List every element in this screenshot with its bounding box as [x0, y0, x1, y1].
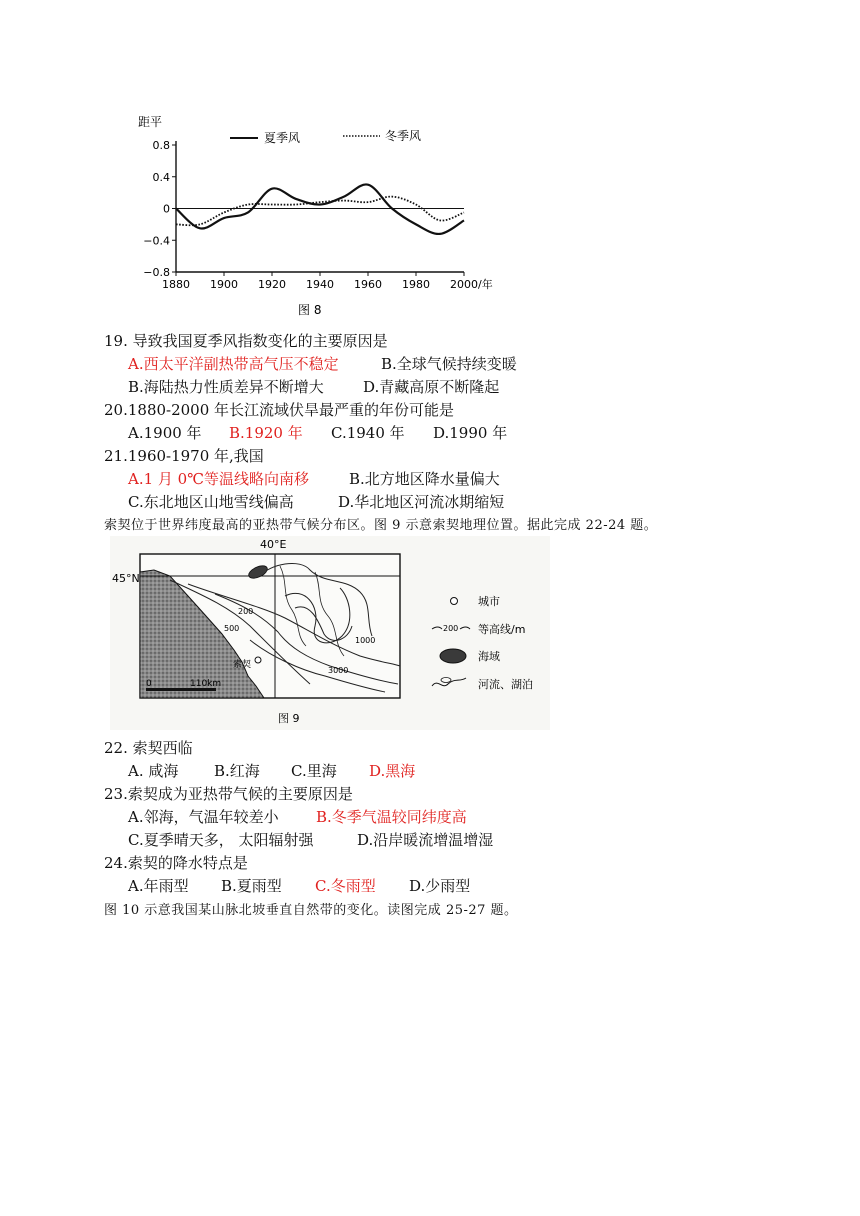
q22-option-b: B.红海 [214, 762, 260, 780]
y-axis-title: 距平 [138, 115, 163, 129]
legend-lake-icon [441, 678, 451, 683]
contour-label: 500 [224, 624, 240, 633]
q19-option-a: A.西太平洋副热带高气压不稳定 [128, 355, 339, 373]
y-tick-label: −0.8 [143, 266, 170, 279]
x-tick-label: 1960 [354, 278, 382, 291]
x-tick-label: 1940 [306, 278, 334, 291]
legend-contour-label: 等高线/m [478, 623, 526, 636]
q23-option-a: A.邻海，气温年较差小 [128, 808, 279, 826]
q20-option-a: A.1900 年 [128, 424, 202, 442]
q19-option-c: B.海陆热力性质差异不断增大 [128, 378, 324, 396]
q20-option-b: B.1920 年 [229, 424, 303, 442]
y-tick-label: −0.4 [143, 234, 170, 248]
q22-stem: 22. 索契西临 [104, 739, 193, 757]
figure-9 [110, 536, 550, 730]
legend-city-icon [451, 598, 458, 605]
scale-label: 110km [190, 679, 222, 689]
legend-river-label: 河流、湖泊 [478, 678, 533, 691]
q24-option-c: C.冬雨型 [315, 877, 376, 895]
q21-option-c: C.东北地区山地雪线偏高 [128, 493, 294, 511]
q19-option-b: B.全球气候持续变暖 [381, 355, 517, 373]
q21-option-a: A.1 月 0℃等温线略向南移 [128, 470, 310, 488]
legend-sea-icon [440, 649, 466, 663]
q23-option-d: D.沿岸暖流增温增湿 [357, 831, 494, 849]
q22-option-c: C.里海 [291, 762, 337, 780]
q20-option-d: D.1990 年 [433, 424, 508, 442]
x-axis-unit: /年 [478, 278, 493, 291]
contour-label: 200 [238, 607, 254, 616]
figure-9-caption: 图 9 [278, 712, 300, 725]
longitude-label: 40°E [260, 538, 287, 551]
legend-sea-label: 海域 [478, 650, 500, 663]
q19-stem: 19. 导致我国夏季风指数变化的主要原因是 [104, 332, 388, 350]
q22-option-d: D.黑海 [369, 762, 416, 780]
q23-option-c: C.夏季晴天多， 太阳辐射强 [128, 831, 314, 849]
legend-contour-icon-right [460, 627, 470, 629]
legend-city-label: 城市 [478, 595, 500, 608]
legend-contour-sample: 200 [443, 624, 459, 633]
y-tick-label: 0.8 [152, 139, 170, 152]
q20-option-c: C.1940 年 [331, 424, 405, 442]
x-tick-label: 1920 [258, 278, 286, 291]
x-tick-label: 1880 [162, 278, 190, 291]
legend-summer-label: 夏季风 [264, 131, 301, 145]
scale-zero: 0 [146, 679, 152, 689]
q21-option-d: D.华北地区河流冰期缩短 [338, 493, 505, 511]
q19-option-d: D.青藏高原不断隆起 [363, 378, 500, 396]
intro-25-27: 图 10 示意我国某山脉北坡垂直自然带的变化。读图完成 25-27 题。 [104, 903, 518, 918]
figure-8-caption: 图 8 [298, 303, 322, 317]
city-marker [255, 657, 261, 663]
figure-9-map [110, 536, 550, 730]
summer-monsoon-line [176, 184, 464, 234]
q24-option-a: A.年雨型 [128, 877, 189, 895]
y-tick-label: 0.4 [152, 170, 170, 184]
q22-option-a: A. 咸海 [128, 762, 179, 780]
figure-8-chart [130, 100, 510, 320]
q24-stem: 24.索契的降水特点是 [104, 854, 248, 872]
q20-stem: 20.1880-2000 年长江流域伏旱最严重的年份可能是 [104, 401, 455, 419]
city-label: 索契 [233, 660, 252, 670]
q24-option-d: D.少雨型 [409, 877, 471, 895]
figure-8 [130, 100, 510, 320]
x-tick-label: 1980 [402, 278, 430, 291]
contour-label: 3000 [328, 666, 349, 675]
q24-option-b: B.夏雨型 [221, 877, 282, 895]
legend-winter-label: 冬季风 [385, 129, 422, 143]
x-tick-label: 1900 [210, 278, 238, 291]
y-tick-label: 0 [163, 202, 170, 216]
q23-stem: 23.索契成为亚热带气候的主要原因是 [104, 785, 353, 803]
q21-option-b: B.北方地区降水量偏大 [349, 470, 500, 488]
legend-contour-icon [432, 627, 442, 629]
latitude-label: 45°N [112, 572, 140, 585]
q23-option-b: B.冬季气温较同纬度高 [316, 808, 467, 826]
contour-label: 1000 [355, 636, 376, 645]
q21-stem: 21.1960-1970 年,我国 [104, 447, 264, 465]
x-tick-label: 2000 [450, 278, 478, 291]
intro-22-24: 索契位于世界纬度最高的亚热带气候分布区。图 9 示意索契地理位置。据此完成 22-24 题。 [104, 518, 658, 533]
